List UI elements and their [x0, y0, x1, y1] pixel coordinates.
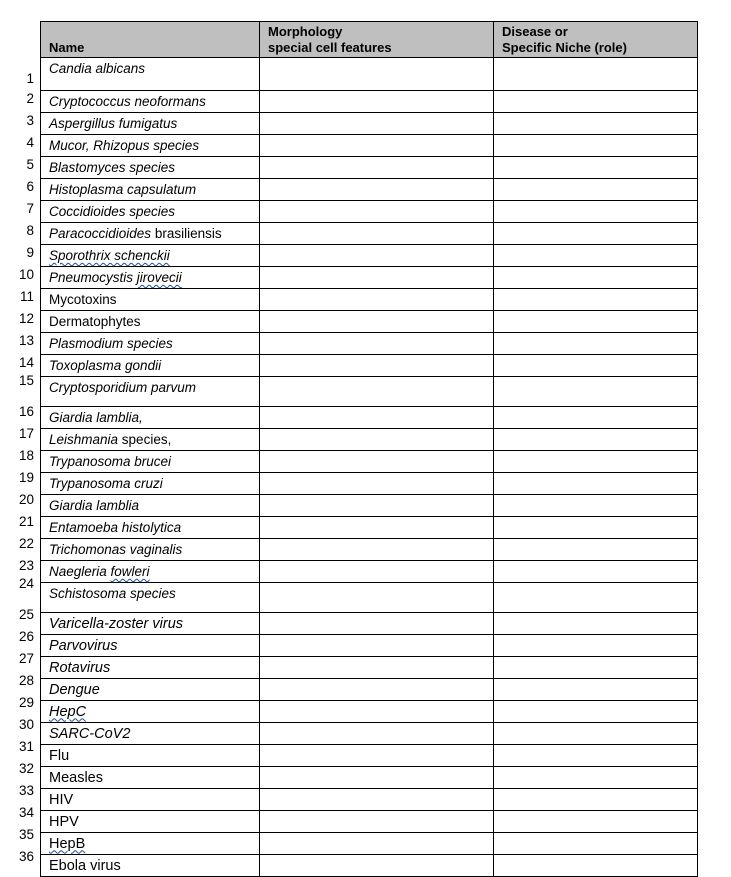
cell-morphology[interactable]	[260, 157, 494, 179]
table-row	[41, 723, 698, 745]
row-number: 16	[18, 404, 34, 419]
cell-name	[41, 495, 260, 517]
cell-name	[41, 855, 260, 877]
cell-disease[interactable]	[494, 495, 698, 517]
cell-name	[41, 135, 260, 157]
table-row	[41, 91, 698, 113]
cell-morphology[interactable]	[260, 701, 494, 723]
table-row	[41, 745, 698, 767]
cell-disease[interactable]	[494, 833, 698, 855]
cell-morphology[interactable]	[260, 113, 494, 135]
cell-name	[41, 201, 260, 223]
row-number: 28	[18, 673, 34, 688]
cell-morphology[interactable]	[260, 561, 494, 583]
name-text: species,	[118, 432, 172, 447]
cell-morphology[interactable]	[260, 179, 494, 201]
table-row	[41, 495, 698, 517]
table-row	[41, 517, 698, 539]
name-text: Histoplasma capsulatum	[49, 182, 197, 197]
table-row	[41, 811, 698, 833]
cell-disease[interactable]	[494, 723, 698, 745]
cell-name	[41, 811, 260, 833]
row-number: 15	[18, 373, 34, 388]
cell-morphology[interactable]	[260, 58, 494, 91]
cell-name	[41, 333, 260, 355]
cell-disease[interactable]	[494, 333, 698, 355]
table-row	[41, 223, 698, 245]
cell-morphology[interactable]	[260, 407, 494, 429]
table-row	[41, 289, 698, 311]
table-row	[41, 539, 698, 561]
header-row	[41, 22, 698, 58]
row-number: 2	[26, 91, 34, 106]
name-text: Entamoeba histolytica	[49, 520, 182, 535]
name-text: Measles	[49, 769, 103, 786]
cell-morphology[interactable]	[260, 451, 494, 473]
row-number: 26	[18, 629, 34, 644]
header-name: Name	[41, 22, 260, 58]
cell-disease[interactable]	[494, 201, 698, 223]
name-text: Naegleria	[49, 564, 111, 579]
cell-morphology[interactable]	[260, 539, 494, 561]
row-number: 1	[26, 71, 34, 86]
cell-morphology[interactable]	[260, 377, 494, 407]
cell-name	[41, 701, 260, 723]
table-row	[41, 855, 698, 877]
cell-disease[interactable]	[494, 157, 698, 179]
row-number: 14	[18, 355, 34, 370]
cell-morphology[interactable]	[260, 289, 494, 311]
cell-disease[interactable]	[494, 679, 698, 701]
cell-morphology[interactable]	[260, 723, 494, 745]
name-text: SARC-CoV2	[49, 725, 131, 742]
pathogen-table	[40, 21, 698, 877]
cell-name	[41, 179, 260, 201]
cell-morphology[interactable]	[260, 745, 494, 767]
cell-name	[41, 517, 260, 539]
row-number: 34	[18, 805, 34, 820]
cell-morphology[interactable]	[260, 245, 494, 267]
cell-disease[interactable]	[494, 113, 698, 135]
table-row	[41, 157, 698, 179]
cell-name	[41, 407, 260, 429]
name-text: Giardia lamblia	[49, 498, 140, 513]
name-text: Aspergillus fumigatus	[49, 116, 178, 131]
cell-morphology[interactable]	[260, 583, 494, 613]
cell-morphology[interactable]	[260, 223, 494, 245]
table-row	[41, 679, 698, 701]
cell-disease[interactable]	[494, 58, 698, 91]
table-row	[41, 583, 698, 613]
cell-name	[41, 113, 260, 135]
name-text: Dermatophytes	[49, 314, 141, 329]
row-number: 18	[18, 448, 34, 463]
cell-morphology[interactable]	[260, 789, 494, 811]
cell-name	[41, 635, 260, 657]
cell-morphology[interactable]	[260, 833, 494, 855]
cell-name	[41, 157, 260, 179]
name-text: Plasmodium species	[49, 336, 173, 351]
row-number: 32	[18, 761, 34, 776]
name-text: Schistosoma species	[49, 586, 176, 601]
cell-name	[41, 583, 260, 613]
cell-disease[interactable]	[494, 539, 698, 561]
cell-name	[41, 657, 260, 679]
row-number: 9	[26, 245, 34, 260]
cell-disease[interactable]	[494, 289, 698, 311]
header-morphology: Morphology special cell features	[260, 22, 494, 58]
cell-name	[41, 539, 260, 561]
row-number: 7	[26, 201, 34, 216]
cell-name	[41, 723, 260, 745]
cell-morphology[interactable]	[260, 473, 494, 495]
cell-disease[interactable]	[494, 767, 698, 789]
cell-disease[interactable]	[494, 311, 698, 333]
cell-disease[interactable]	[494, 451, 698, 473]
cell-disease[interactable]	[494, 473, 698, 495]
cell-name	[41, 377, 260, 407]
cell-morphology[interactable]	[260, 135, 494, 157]
cell-morphology[interactable]	[260, 517, 494, 539]
table-row	[41, 355, 698, 377]
name-text: Blastomyces species	[49, 160, 176, 175]
row-number: 36	[18, 849, 34, 864]
cell-disease[interactable]	[494, 407, 698, 429]
cell-disease[interactable]	[494, 657, 698, 679]
name-text: Trypanosoma brucei	[49, 454, 172, 469]
cell-disease[interactable]	[494, 561, 698, 583]
cell-morphology[interactable]	[260, 767, 494, 789]
table-row	[41, 377, 698, 407]
table-row	[41, 473, 698, 495]
cell-disease[interactable]	[494, 613, 698, 635]
row-number: 13	[18, 333, 34, 348]
name-text: Giardia lamblia,	[49, 410, 143, 425]
table-row	[41, 113, 698, 135]
cell-disease[interactable]	[494, 811, 698, 833]
cell-disease[interactable]	[494, 855, 698, 877]
table-row	[41, 201, 698, 223]
cell-name	[41, 223, 260, 245]
row-number: 3	[26, 113, 34, 128]
row-number: 6	[26, 179, 34, 194]
name-text: Ebola virus	[49, 857, 121, 874]
cell-name	[41, 789, 260, 811]
cell-disease[interactable]	[494, 789, 698, 811]
cell-name	[41, 429, 260, 451]
cell-morphology[interactable]	[260, 679, 494, 701]
cell-morphology[interactable]	[260, 311, 494, 333]
cell-disease[interactable]	[494, 635, 698, 657]
table-row	[41, 429, 698, 451]
table-row	[41, 333, 698, 355]
name-text: Leishmania	[49, 432, 119, 447]
cell-disease[interactable]	[494, 355, 698, 377]
cell-morphology[interactable]	[260, 429, 494, 451]
cell-name	[41, 289, 260, 311]
row-number: 33	[18, 783, 34, 798]
row-number: 10	[18, 267, 34, 282]
name-text: jirovecii	[136, 270, 182, 285]
cell-disease[interactable]	[494, 245, 698, 267]
cell-name	[41, 58, 260, 91]
cell-name	[41, 745, 260, 767]
row-number: 20	[18, 492, 34, 507]
cell-morphology[interactable]	[260, 201, 494, 223]
cell-disease[interactable]	[494, 517, 698, 539]
table-row	[41, 407, 698, 429]
row-number: 5	[26, 157, 34, 172]
cell-disease[interactable]	[494, 223, 698, 245]
cell-morphology[interactable]	[260, 333, 494, 355]
cell-name	[41, 833, 260, 855]
name-text: HPV	[49, 813, 79, 830]
cell-name	[41, 679, 260, 701]
cell-morphology[interactable]	[260, 657, 494, 679]
cell-morphology[interactable]	[260, 635, 494, 657]
cell-disease[interactable]	[494, 179, 698, 201]
cell-name	[41, 473, 260, 495]
cell-name	[41, 245, 260, 267]
row-number: 21	[18, 514, 34, 529]
cell-disease[interactable]	[494, 135, 698, 157]
row-number: 19	[18, 470, 34, 485]
cell-morphology[interactable]	[260, 613, 494, 635]
row-number: 25	[18, 607, 34, 622]
row-number: 31	[18, 739, 34, 754]
cell-name	[41, 311, 260, 333]
row-number: 29	[18, 695, 34, 710]
row-number: 17	[18, 426, 34, 441]
cell-morphology[interactable]	[260, 495, 494, 517]
name-text: Toxoplasma gondii	[49, 358, 162, 373]
name-text: brasiliensis	[151, 226, 222, 241]
cell-morphology[interactable]	[260, 355, 494, 377]
name-text: Parvovirus	[49, 637, 118, 654]
name-text: Varicella-zoster virus	[49, 615, 184, 632]
table-row	[41, 701, 698, 723]
name-text: HepC	[49, 703, 87, 720]
name-text: Trichomonas vaginalis	[49, 542, 183, 557]
row-number: 4	[26, 135, 34, 150]
table-row	[41, 451, 698, 473]
name-text: Coccidioides species	[49, 204, 176, 219]
name-text: Cryptosporidium parvum	[49, 380, 197, 395]
cell-disease[interactable]	[494, 267, 698, 289]
cell-morphology[interactable]	[260, 267, 494, 289]
cell-disease[interactable]	[494, 91, 698, 113]
name-text: Flu	[49, 747, 70, 764]
cell-name	[41, 613, 260, 635]
row-number: 30	[18, 717, 34, 732]
cell-name	[41, 91, 260, 113]
cell-name	[41, 355, 260, 377]
table-row	[41, 657, 698, 679]
header-disease: Disease or Specific Niche (role)	[494, 22, 698, 58]
cell-disease[interactable]	[494, 745, 698, 767]
table-row	[41, 267, 698, 289]
row-number: 27	[18, 651, 34, 666]
table-row	[41, 311, 698, 333]
table-row	[41, 635, 698, 657]
name-text: Dengue	[49, 681, 100, 698]
cell-morphology[interactable]	[260, 91, 494, 113]
cell-morphology[interactable]	[260, 811, 494, 833]
table-row	[41, 833, 698, 855]
name-text: HepB	[49, 835, 86, 852]
table-row	[41, 789, 698, 811]
cell-name	[41, 767, 260, 789]
cell-disease[interactable]	[494, 701, 698, 723]
cell-name	[41, 267, 260, 289]
table-row	[41, 245, 698, 267]
table-row	[41, 613, 698, 635]
row-number: 23	[18, 558, 34, 573]
cell-name	[41, 561, 260, 583]
name-text: Pneumocystis	[49, 270, 137, 285]
cell-name	[41, 451, 260, 473]
row-number: 35	[18, 827, 34, 842]
cell-disease[interactable]	[494, 583, 698, 613]
name-text: Candia albicans	[49, 61, 146, 76]
cell-morphology[interactable]	[260, 855, 494, 877]
row-number: 8	[26, 223, 34, 238]
row-number: 11	[19, 289, 34, 304]
table-row	[41, 767, 698, 789]
name-text: Rotavirus	[49, 659, 111, 676]
table-row	[41, 561, 698, 583]
name-text: Trypanosoma cruzi	[49, 476, 163, 491]
name-text: HIV	[49, 791, 74, 808]
name-text: Cryptococcus neoformans	[49, 94, 206, 109]
name-text: fowleri	[110, 564, 150, 579]
cell-disease[interactable]	[494, 429, 698, 451]
name-text: Sporothrix schenckii	[49, 248, 170, 263]
row-number: 24	[18, 576, 34, 591]
table-row	[41, 135, 698, 157]
name-text: Paracoccidioides	[49, 226, 152, 241]
table-row	[41, 58, 698, 91]
name-text: Mycotoxins	[49, 292, 117, 307]
cell-disease[interactable]	[494, 377, 698, 407]
name-text: Mucor, Rhizopus species	[49, 138, 200, 153]
row-number: 12	[18, 311, 34, 326]
table-row	[41, 179, 698, 201]
row-number: 22	[18, 536, 34, 551]
